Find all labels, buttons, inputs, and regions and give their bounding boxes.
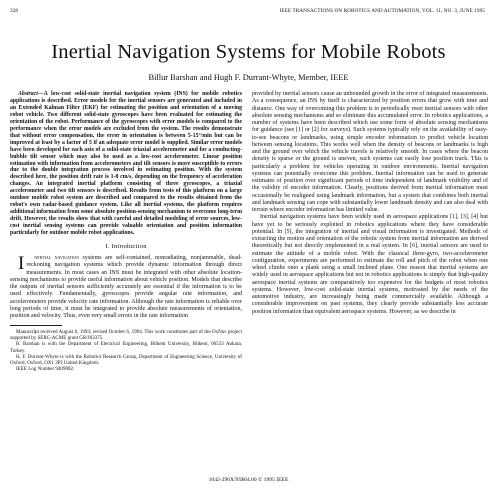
abstract-label: Abstract— [18,91,44,97]
body-paragraph: Inertial navigation systems have been widely used in aerospace applications [1], [3], [4] but have yet to be seriously exploited in robotics applications where they have considerable potential. In [5], the integration of inertial and visual information is investigated. Methods of extracting the motion and orientation of the robotic system from inertial information are derived theoretically but not directly implemented in a real system. In [6], inertial sensors are used to estimate the attitude of a mobile robot. With the classical three-gyro, two-accelerometer configuration, experiments are performed to estimate the roll and pitch of the robot when one wheel climbs onto a plank using a small inclined plane. One reason that inertial systems are widely used in aerospace applications but not in robotics applications is simply that high-quality aerospace inertial systems are comparatively too expensive for the budgets of most robotics systems. However, low-cost solid-state inertial systems, motivated by the needs of the automotive industry, are increasingly being made commercially available. Although a considerable improvement on past systems, they clearly provide substantially less accurate position information than equivalent aerospace systems. However, as we describe in [252,214,488,315]
footnote-divider [10,325,62,326]
paper-authors: Billur Barshan and Hugh F. Durrant-Whyte, Member, IEEE [148,73,349,82]
running-head [10,6,485,16]
left-column [10,91,242,372]
body-paragraph: provided by inertial sensors cause an unbounded growth in the error of integrated measurements. As a consequence, an INS by itself is characterized by position errors that grow with time and distance. One way of overcoming this problem is to periodically reset inertial sensors with other absolute sensing mechanisms and so eliminate this accumulated error. In robotics applications, a number of systems have been described which use some form of absolute sensing mechanisms for guidance (see [1] or [2] for surveys). Such systems typically rely on the availability of easy-to-see beacons or landmarks, using simple encoder information to predict vehicle location between sensing locations. This works well when the density of beacons or landmarks is high and the ground over which the vehicle travels is relatively smooth. In cases where the beacon density is sparse or the ground is uneven, such systems can easily lose position track. This is particularly a problem for vehicles operating in outdoor environments. Inertial navigation systems can potentially overcome this problem. Inertial information can be used to generate estimates of position over significant periods of time independent of landmark visibility and of the validity of encoder information. Clearly, positions derived from inertial information must occasionally be realigned using landmark information, but a system that combines both inertial and landmark sensing can cope with substantially lower landmark density and can also deal with terrain where encoder information has limited value. [252,91,488,213]
copyright-footer: 1042-296X/95$04.00 © 1995 IEEE [208,477,289,483]
abstract [10,91,242,237]
intro-text: systems are self-contained, nonradiating, nonjammable, dead-reckoning navigation systems which provide dynamic information through direct measurements. In most cases an INS must be integrated with other absolute location-sensing mechanisms to provide useful information about vehicle position. Models that describe the outputs of inertial sensors sufficiently accurately are essential if the information is to be used effectively. Fundamentally, gyroscopes provide angular rate information, and accelerometers provide velocity rate information. Although the rate information is reliable over long periods of time, it must be integrated to provide absolute measurements of orientation, position and velocity. Thus, even very small errors in the rate information [10,255,243,320]
footnotes [10,329,242,372]
footnote-manuscript: Manuscript received August 6, 1993; revised October 6, 1994. This work constitutes part of the OxNav project supported by SERC-ACME grant GR/J63375. [10,329,242,342]
page-number: 328 [10,8,19,14]
journal-header: IEEE TRANSACTIONS ON ROBOTICS AND AUTOMATION, VOL. 11, NO. 3, JUNE 1995 [279,8,485,14]
footnote-author-durrant-whyte: H. F. Durrant-Whyte is with the Robotics Research Group, Department of Engineering Science, University of Oxford, Oxford, OX1 3PJ United Kingdom. [10,353,242,366]
intro-lead-words: nertial navigation [34,255,80,262]
paper-title: Inertial Navigation Systems for Mobile Robots [51,41,446,63]
footnote-author-barshan: B. Barshan is with the Department of Electrical Engineering, Bilkent University, Bilkent, 06533 Ankara, Turkey. [10,341,242,354]
right-column [252,91,488,316]
intro-paragraph [10,255,242,320]
section-heading-introduction: I. Introduction [105,243,147,251]
drop-cap: I [18,253,25,275]
footnote-log-number: IEEE Log Number 9409082. [16,365,75,372]
abstract-text: A low-cost solid-state inertial navigation system (INS) for mobile robotics applications is described. Error models for the inertial sensors are generated and included in an Extended Kalman Filter (EKF) for estimating the position and orientation of a moving robot vehicle. Two different solid-state gyroscopes have been evaluated for estimating the orientation of the robot. Performance of the gyroscopes with error models is compared to the performance when the error models are excluded from the system. The results demonstrate that without error compensation, the error in orientation is between 5-15°/min but can be improved at least by a factor of 5 if an adequate error model is supplied. Similar error models have been developed for each axis of a solid-state triaxial accelerometer and for a conducting-bubble tilt sensor which may also be used as a low-cost accelerometer. Linear position estimation with information from accelerometers and tilt sensors is more susceptible to errors due to the double integration process involved in estimating position. With the system described here, the position drift rate is 1-8 cm/s, depending on the frequency of acceleration changes. An integrated inertial platform consisting of three gyroscopes, a triaxial accelerometer and two tilt sensors is described. Results from tests of this platform on a large outdoor mobile robot system are described and compared to the results obtained from the robot's own radar-based guidance system. Like all inertial systems, the platform requires additional information from some absolute position-sensing mechanism to overcome long-term drift. However, the results show that with careful and detailed modeling of error sources, low-cost inertial sensing systems can provide valuable orientation and position information particularly for outdoor mobile robot applications. [10,91,242,237]
